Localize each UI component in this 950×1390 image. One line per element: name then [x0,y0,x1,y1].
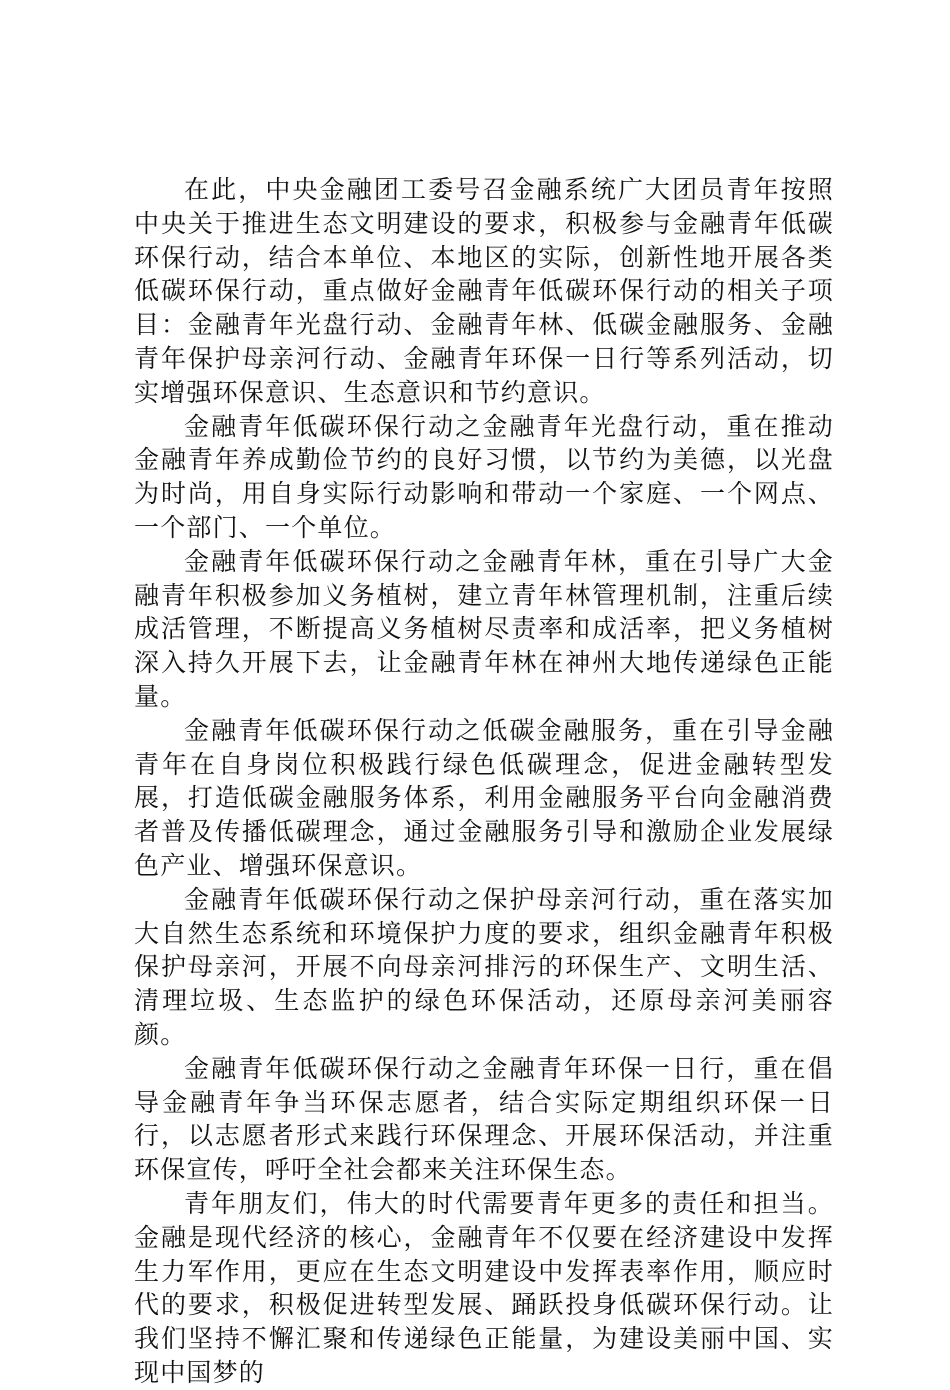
document-body [134,173,834,1390]
paragraph-clean-plate: 金融青年低碳环保行动之金融青年光盘行动，重在推动金融青年养成勤俭节约的良好习惯，以节约为美德，以光盘为时尚，用自身实际行动影响和带动一个家庭、一个网点、一个部门、一个单位。 [134,411,834,542]
paragraph-eco-day: 金融青年低碳环保行动之金融青年环保一日行，重在倡导金融青年争当环保志愿者，结合实际定期组织环保一日行，以志愿者形式来践行环保理念、开展环保活动，并注重环保宣传，呼吁全社会都来关注环保生态。 [134,1053,834,1185]
paragraph-appeal: 在此，中央金融团工委号召金融系统广大团员青年按照中央关于推进生态文明建设的要求，积极参与金融青年低碳环保行动，结合本单位、本地区的实际，创新性地开展各类低碳环保行动，重点做好金融青年低碳环保行动的相关子项目：金融青年光盘行动、金融青年林、低碳金融服务、金融青年保护母亲河行动、金融青年环保一日行等系列活动，切实增强环保意识、生态意识和节约意识。 [134,175,834,407]
paragraph-mother-river: 金融青年低碳环保行动之保护母亲河行动，重在落实加大自然生态系统和环境保护力度的要求，组织金融青年积极保护母亲河，开展不向母亲河排污的环保生产、文明生活、清理垃圾、生态监护的绿色环保活动，还原母亲河美丽容颜。 [134,884,834,1049]
paragraph-closing: 青年朋友们，伟大的时代需要青年更多的责任和担当。金融是现代经济的核心，金融青年不仅要在经济建设中发挥生力军作用，更应在生态文明建设中发挥表率作用，顺应时代的要求，积极促进转型发展、踊跃投身低碳环保行动。让我们坚持不懈汇聚和传递绿色正能量，为建设美丽中国、实现中国梦的 [134,1188,834,1387]
paragraph-youth-forest: 金融青年低碳环保行动之金融青年林，重在引导广大金融青年积极参加义务植树，建立青年林管理机制，注重后续成活管理，不断提高义务植树尽责率和成活率，把义务植树深入持久开展下去，让金融青年林在神州大地传递绿色正能量。 [134,546,834,711]
paragraph-low-carbon-finance: 金融青年低碳环保行动之低碳金融服务，重在引导金融青年在自身岗位积极践行绿色低碳理念，促进金融转型发展，打造低碳金融服务体系，利用金融服务平台向金融消费者普及传播低碳理念，通过金融服务引导和激励企业发展绿色产业、增强环保意识。 [134,715,834,880]
